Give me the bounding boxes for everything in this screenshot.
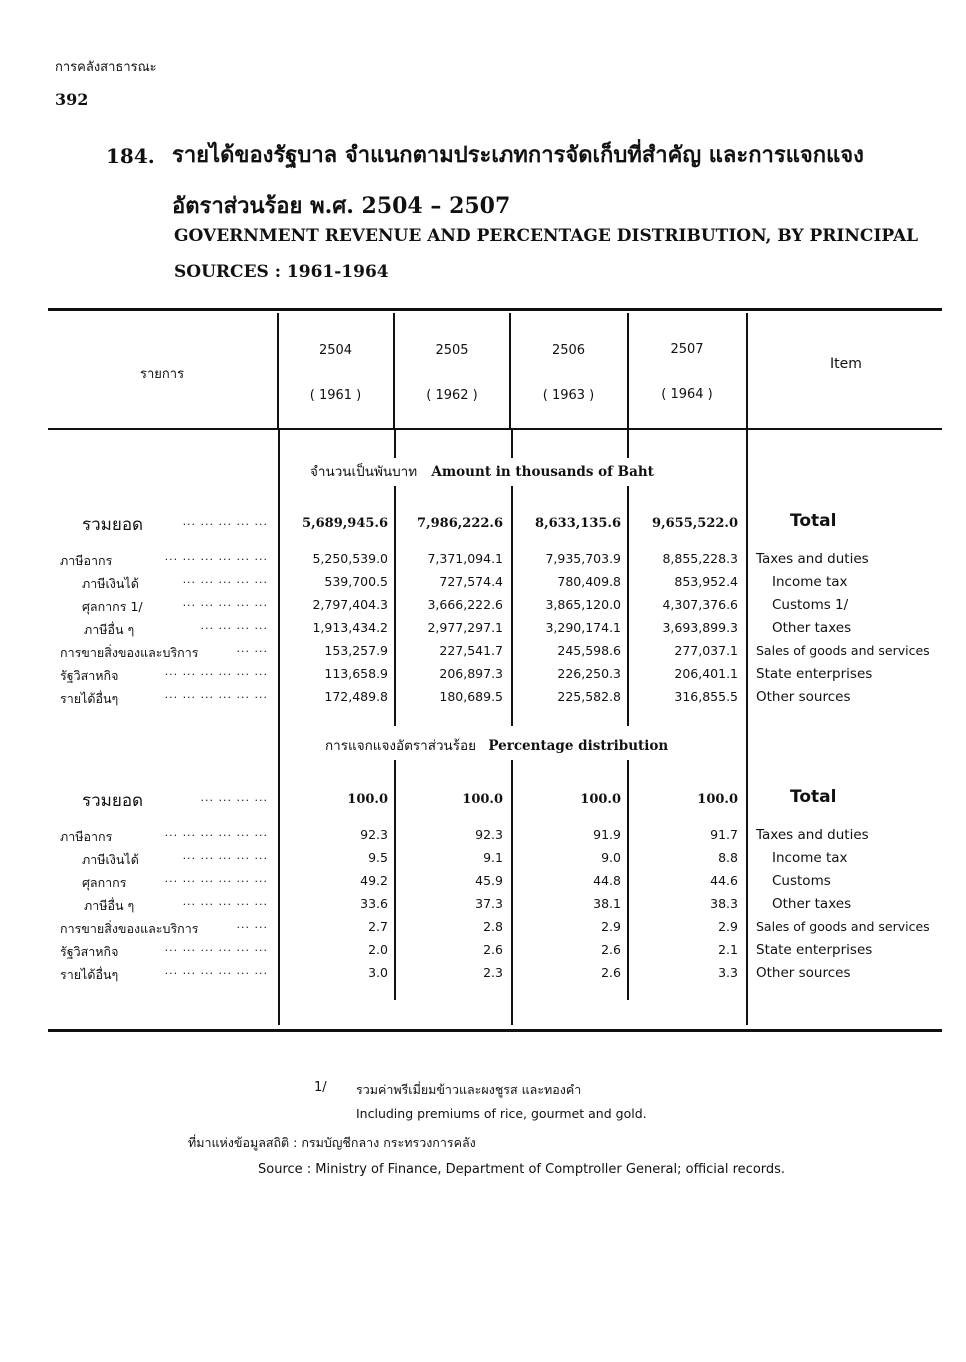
cell-value: 7,986,222.6 [417,516,503,531]
cell-value: 91.9 [593,827,621,842]
leader-dots: ... ... ... ... ... ... [164,550,268,563]
row-label-english: Total [790,787,837,807]
col-divider [627,486,629,726]
header-item-english: Item [830,356,862,372]
section-percent-thai: การแจกแจงอัตราส่วนร้อย [325,738,477,754]
col-divider [627,430,629,458]
leader-dots: ... ... ... ... ... [182,849,268,862]
cell-value: 206,897.3 [439,666,503,681]
cell-value: 3,666,222.6 [427,597,503,612]
col-divider [746,313,748,428]
cell-value: 92.3 [360,827,388,842]
cell-value: 727,574.4 [439,574,503,589]
source-thai: ที่มาแห่งข้อมูลสถิติ : กรมบัญชีกลาง กระทรวงการคลัง [188,1135,476,1150]
cell-value: 45.9 [475,873,503,888]
row-label-thai: รวมยอด [82,791,144,811]
leader-dots: ... ... ... ... ... [182,596,268,609]
col-divider [394,486,396,726]
col-divider [511,430,513,458]
cell-value: 113,658.9 [324,666,388,681]
cell-value: 4,307,376.6 [662,597,738,612]
cell-value: 2.0 [368,942,388,957]
row-label-thai: รัฐวิสาหกิจ [60,944,119,959]
cell-value: 2.6 [601,965,621,980]
cell-value: 172,489.8 [324,689,388,704]
table-top-rule [48,308,942,311]
row-label-english: Income tax [772,850,848,866]
leader-dots: ... ... ... ... [200,791,268,804]
section-percent-label [325,734,668,756]
page-number: 392 [55,90,89,109]
footnote-marker: 1/ [314,1080,327,1095]
year-be-2504: 2504 [318,343,353,358]
cell-value: 2.8 [483,919,503,934]
row-label-thai: รวมยอด [82,515,144,535]
col-divider [511,760,513,1025]
cell-value: 8,855,228.3 [662,551,738,566]
row-label-english: Other sources [756,689,851,705]
col-divider [627,313,629,428]
leader-dots: ... ... ... ... ... [182,895,268,908]
leader-dots: ... ... ... ... [200,619,268,632]
row-label-thai: ภาษีอากร [60,553,113,568]
cell-value: 33.6 [360,896,388,911]
cell-value: 5,689,945.6 [302,516,388,531]
source-english: Source : Ministry of Finance, Department of Comptroller General; official records. [258,1162,786,1177]
col-divider [394,760,396,1000]
col-divider [394,430,396,458]
row-label-thai: ภาษีเงินได้ [82,852,139,867]
running-head: การคลังสาธารณะ [55,60,157,75]
cell-value: 2,797,404.3 [312,597,388,612]
row-label-thai: รายได้อื่นๆ [60,691,119,706]
cell-value: 539,700.5 [324,574,388,589]
cell-value: 9.0 [601,850,621,865]
cell-value: 9,655,522.0 [652,516,738,531]
cell-value: 100.0 [347,792,388,807]
row-label-english: Sales of goods and services [756,643,930,658]
section-amount-label [310,460,654,482]
cell-value: 3,290,174.1 [545,620,621,635]
cell-value: 2.1 [718,942,738,957]
row-label-english: Customs 1/ [772,597,849,613]
cell-value: 8.8 [718,850,738,865]
leader-dots: ... ... ... ... ... ... [164,941,268,954]
cell-value: 3.0 [368,965,388,980]
table-bottom-rule [48,1029,942,1032]
row-label-thai: ศุลกากร [82,875,127,890]
leader-dots: ... ... ... ... ... ... [164,688,268,701]
section-percent-english: Percentage distribution [488,738,669,754]
cell-value: 277,037.1 [674,643,738,658]
cell-value: 2,977,297.1 [427,620,503,635]
cell-value: 780,409.8 [557,574,621,589]
row-label-thai: ศุลกากร 1/ [82,599,143,614]
row-label-thai: ภาษีอื่น ๆ [84,898,135,913]
cell-value: 91.7 [710,827,738,842]
title-english-line2: SOURCES : 1961-1964 [174,262,389,282]
cell-value: 9.5 [368,850,388,865]
cell-value: 49.2 [360,873,388,888]
cell-value: 2.7 [368,919,388,934]
row-label-thai: ภาษีอากร [60,829,113,844]
cell-value: 3.3 [718,965,738,980]
col-divider [627,760,629,1000]
leader-dots: ... ... ... ... ... ... [164,964,268,977]
cell-value: 44.6 [710,873,738,888]
cell-value: 2.9 [718,919,738,934]
cell-value: 44.8 [593,873,621,888]
year-be-2505: 2505 [435,343,469,358]
cell-value: 100.0 [697,792,738,807]
year-ce-1962: ( 1962 ) [426,388,478,403]
row-label-english: Customs [772,873,831,889]
footnote-english: Including premiums of rice, gourmet and gold. [356,1106,647,1121]
cell-value: 8,633,135.6 [535,516,621,531]
cell-value: 9.1 [483,850,503,865]
cell-value: 2.9 [601,919,621,934]
row-label-english: Sales of goods and services [756,919,930,934]
row-label-english: Income tax [772,574,848,590]
cell-value: 227,541.7 [439,643,503,658]
row-label-thai: รายได้อื่นๆ [60,967,119,982]
cell-value: 245,598.6 [557,643,621,658]
cell-value: 153,257.9 [324,643,388,658]
year-be-2507: 2507 [670,342,704,357]
cell-value: 92.3 [475,827,503,842]
section-amount-thai: จำนวนเป็นพันบาท [310,464,418,480]
row-label-english: Other sources [756,965,851,981]
cell-value: 2.6 [601,942,621,957]
section-amount-english: Amount in thousands of Baht [431,464,654,480]
year-ce-1961: ( 1961 ) [309,388,362,403]
row-label-thai: ภาษีอื่น ๆ [84,622,135,637]
row-label-english: Taxes and duties [756,827,869,843]
leader-dots: ... ... ... ... ... ... [164,665,268,678]
cell-value: 3,865,120.0 [545,597,621,612]
cell-value: 226,250.3 [557,666,621,681]
cell-value: 206,401.1 [674,666,738,681]
row-label-english: Taxes and duties [756,551,869,567]
row-label-thai: รัฐวิสาหกิจ [60,668,119,683]
leader-dots: ... ... ... ... ... ... [164,826,268,839]
col-divider [509,313,511,428]
row-label-thai: ภาษีเงินได้ [82,576,139,591]
table-number: 184. [106,144,155,168]
leader-dots: ... ... ... ... ... [182,573,268,586]
col-divider [746,430,748,1025]
cell-value: 5,250,539.0 [312,551,388,566]
leader-dots: ... ... ... ... ... ... [164,872,268,885]
row-label-english: Other taxes [772,620,852,636]
cell-value: 38.3 [710,896,738,911]
title-english-line1: GOVERNMENT REVENUE AND PERCENTAGE DISTRIBUTION, BY PRINCIPAL [174,226,919,246]
header-bottom-rule [48,428,942,430]
cell-value: 7,371,094.1 [427,551,503,566]
header-item-thai: รายการ [140,367,185,382]
cell-value: 225,582.8 [557,689,621,704]
cell-value: 38.1 [593,896,621,911]
cell-value: 316,855.5 [674,689,738,704]
row-label-english: Other taxes [772,896,852,912]
row-label-english: State enterprises [756,942,873,958]
col-divider [393,313,395,428]
cell-value: 7,935,703.9 [545,551,621,566]
cell-value: 3,693,899.3 [662,620,738,635]
year-be-2506: 2506 [551,343,586,358]
col-divider [511,486,513,726]
cell-value: 180,689.5 [439,689,503,704]
title-thai-line2: อัตราส่วนร้อย พ.ศ. 2504 – 2507 [172,193,511,219]
row-label-thai: การขายสิ่งของและบริการ [60,921,199,936]
cell-value: 100.0 [580,792,621,807]
row-label-thai: การขายสิ่งของและบริการ [60,645,199,660]
leader-dots: ... ... ... ... ... [182,515,268,528]
year-ce-1964: ( 1964 ) [661,387,713,402]
cell-value: 1,913,434.2 [312,620,388,635]
cell-value: 100.0 [462,792,503,807]
row-label-english: State enterprises [756,666,873,682]
title-thai-line1: รายได้ของรัฐบาล จำแนกตามประเภทการจัดเก็บที่สำคัญ และการแจกแจง [172,142,864,168]
cell-value: 2.6 [483,942,503,957]
footnote-thai: รวมค่าพรีเมี่ยมข้าวและผงชูรส และทองคำ [356,1082,582,1097]
col-divider [277,313,279,428]
cell-value: 37.3 [475,896,503,911]
row-label-english: Total [790,511,837,531]
year-ce-1963: ( 1963 ) [542,388,595,403]
cell-value: 2.3 [483,965,503,980]
cell-value: 853,952.4 [674,574,738,589]
leader-dots: ... ... [236,918,268,931]
leader-dots: ... ... [236,642,268,655]
col-divider [278,430,280,1025]
